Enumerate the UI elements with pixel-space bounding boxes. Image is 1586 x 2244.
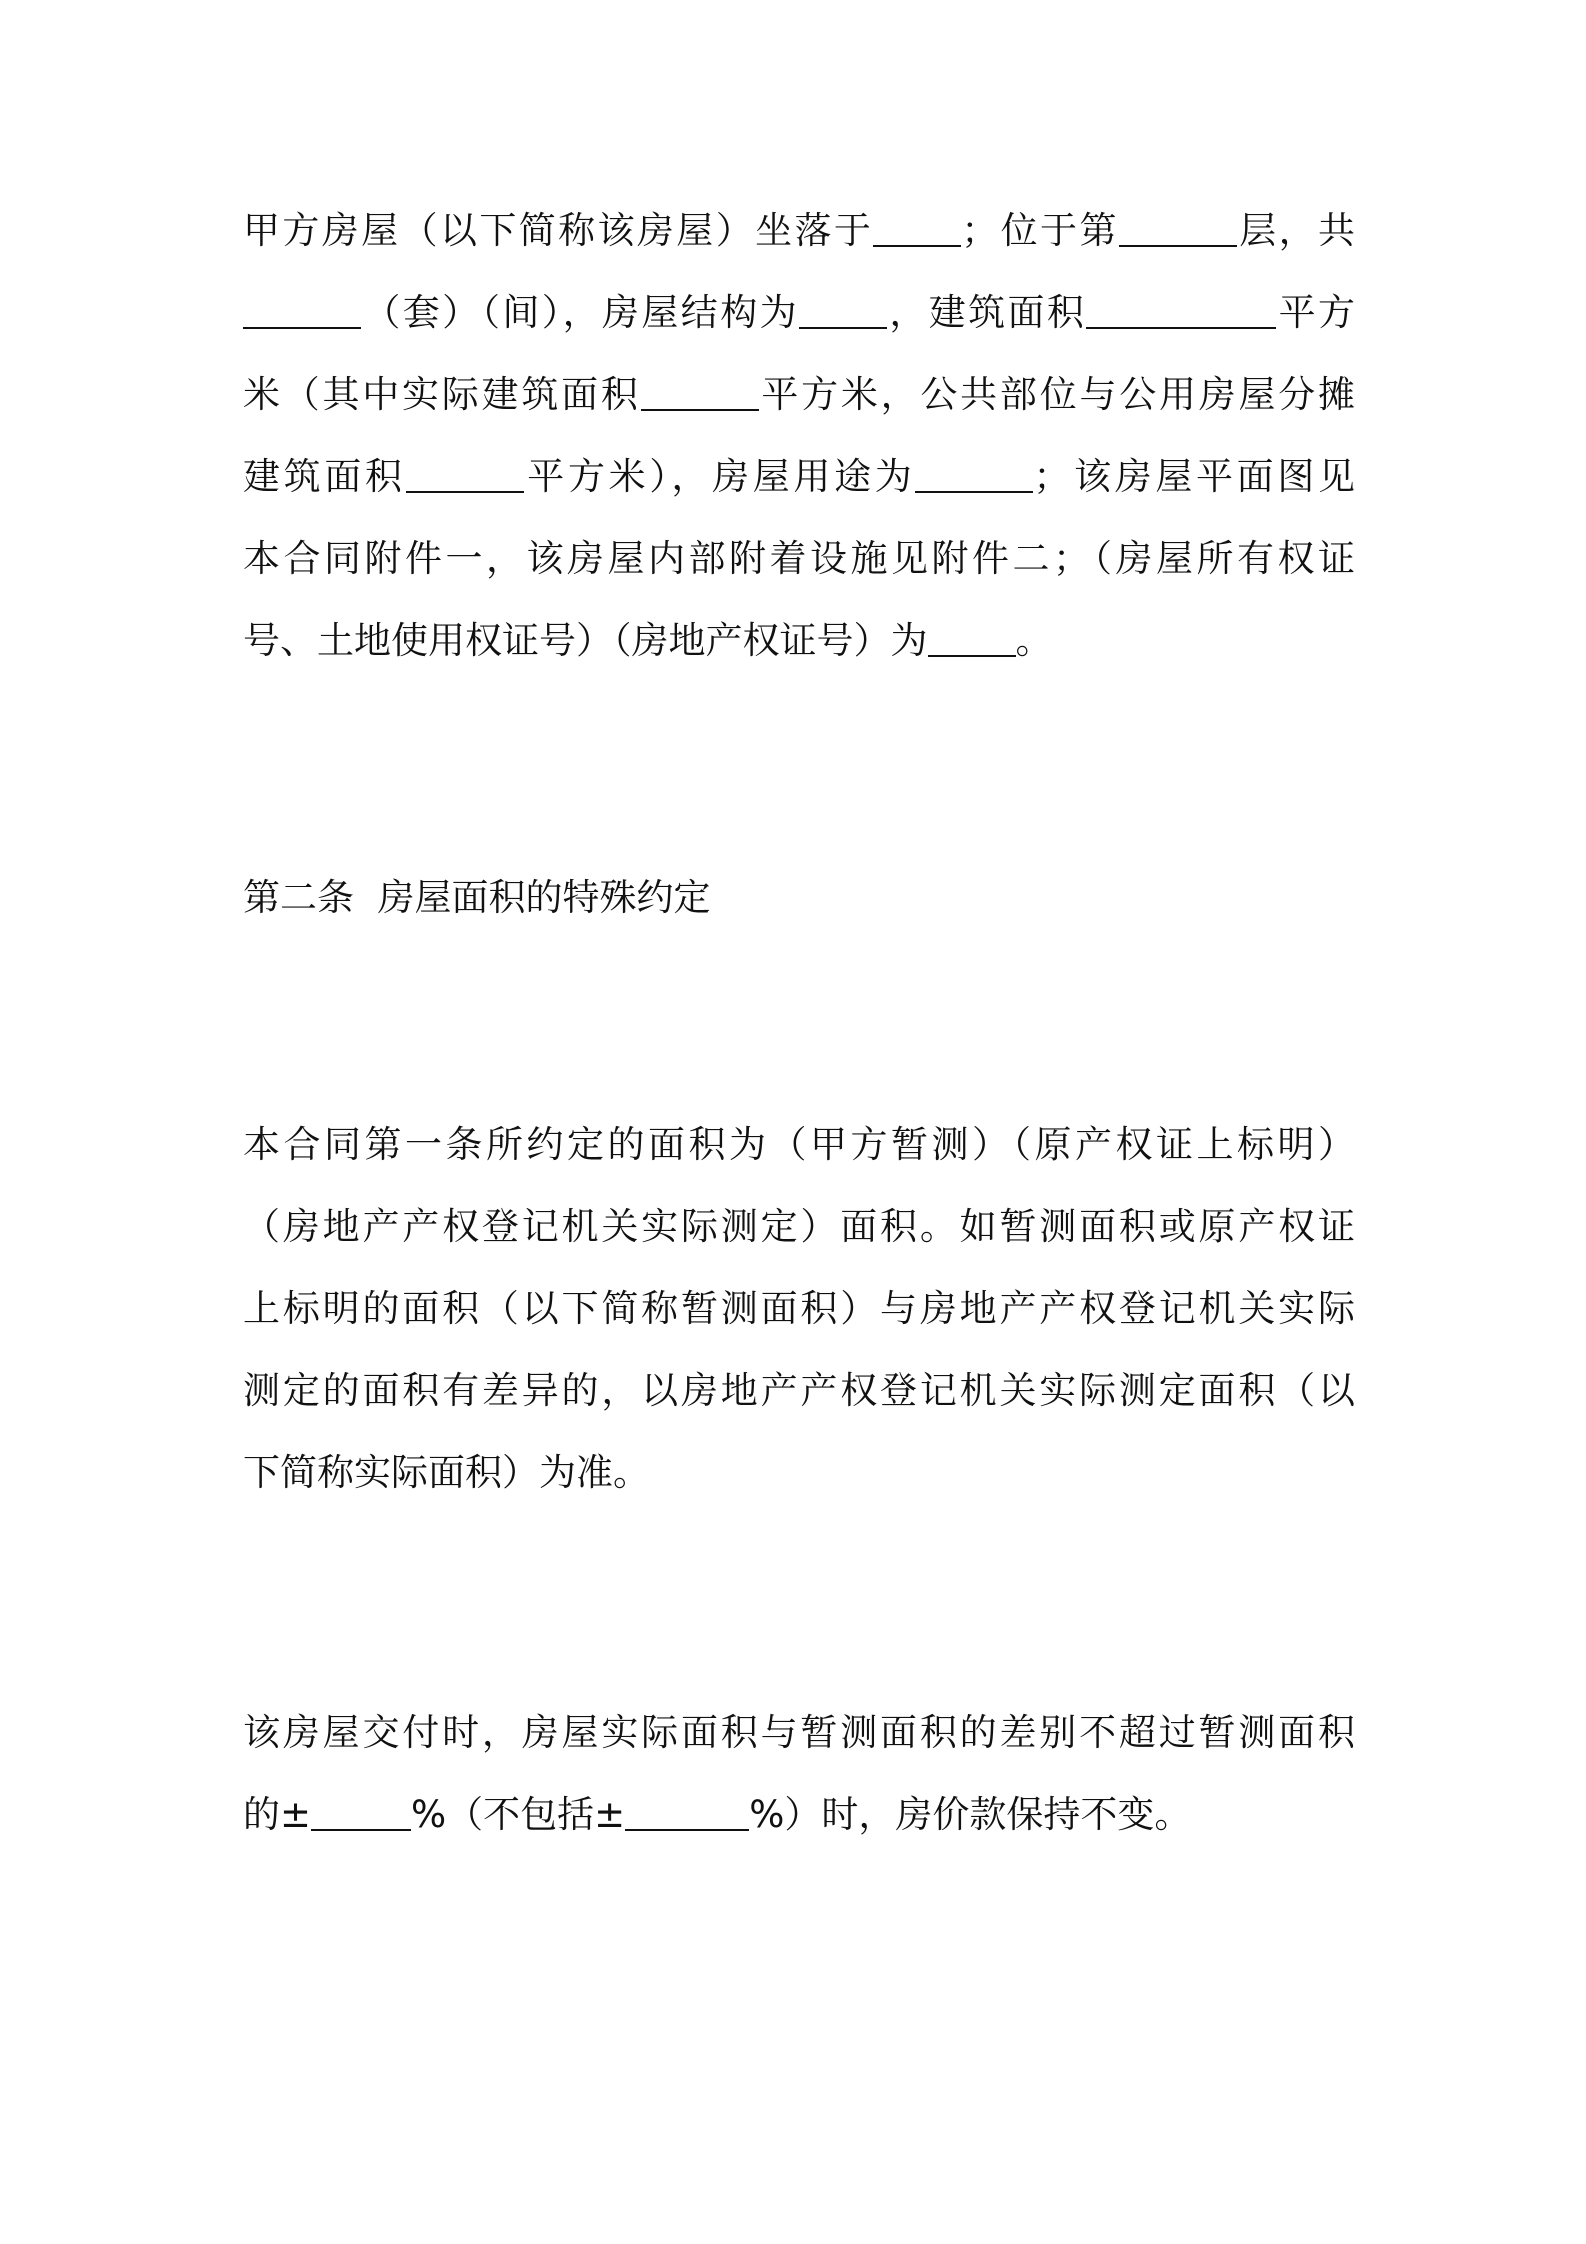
paragraph-line: 本合同第一条所约定的面积为（甲方暂测）（原产权证上标明） [243, 1123, 1355, 1166]
fill-in-blank [625, 1792, 749, 1831]
paragraph-area-definition [243, 1104, 1355, 1514]
paragraph-line: （房地产产权登记机关实际测定）面积。如暂测面积或原产权证 [243, 1205, 1355, 1248]
paragraph-line: （套）（间），房屋结构为 ，建筑面积 平方 [243, 272, 1355, 354]
paragraph-line: 米（其中实际建筑面积 平方米，公共部位与公用房屋分摊 [243, 373, 1356, 416]
paragraph-line: 该房屋交付时，房屋实际面积与暂测面积的差别不超过暂测面积 [243, 1711, 1355, 1754]
fill-in-blank [406, 454, 524, 493]
paragraph-area-tolerance [243, 1692, 1355, 1856]
fill-in-blank [311, 1792, 411, 1831]
fill-in-blank [799, 290, 887, 329]
fill-in-blank [641, 372, 759, 411]
paragraph-property-description [243, 190, 1355, 682]
paragraph-line: 下简称实际面积）为准。 [243, 1451, 650, 1494]
fill-in-blank [243, 290, 361, 329]
fill-in-blank [915, 454, 1033, 493]
fill-in-blank [1119, 208, 1237, 247]
paragraph-line: 本合同附件一，该房屋内部附着设施见附件二；（房屋所有权证 [243, 537, 1355, 580]
paragraph-line: 甲方房屋（以下简称该房屋）坐落于 ；位于第 层，共 [243, 209, 1356, 252]
fill-in-blank [873, 208, 961, 247]
fill-in-blank [1086, 290, 1276, 329]
paragraph-line: 号、土地使用权证号）（房地产权证号）为 。 [243, 619, 1053, 662]
paragraph-line: 上标明的面积（以下简称暂测面积）与房地产产权登记机关实际 [243, 1287, 1355, 1330]
paragraph-line: 建筑面积 平方米），房屋用途为 ；该房屋平面图见 [243, 455, 1356, 498]
article-2-heading: 第二条 房屋面积的特殊约定 [243, 876, 711, 919]
paragraph-line: 测定的面积有差异的，以房地产产权登记机关实际测定面积（以 [243, 1369, 1355, 1412]
fill-in-blank [928, 618, 1016, 657]
paragraph-line: 的± %（不包括± %）时，房价款保持不变。 [243, 1793, 1192, 1836]
